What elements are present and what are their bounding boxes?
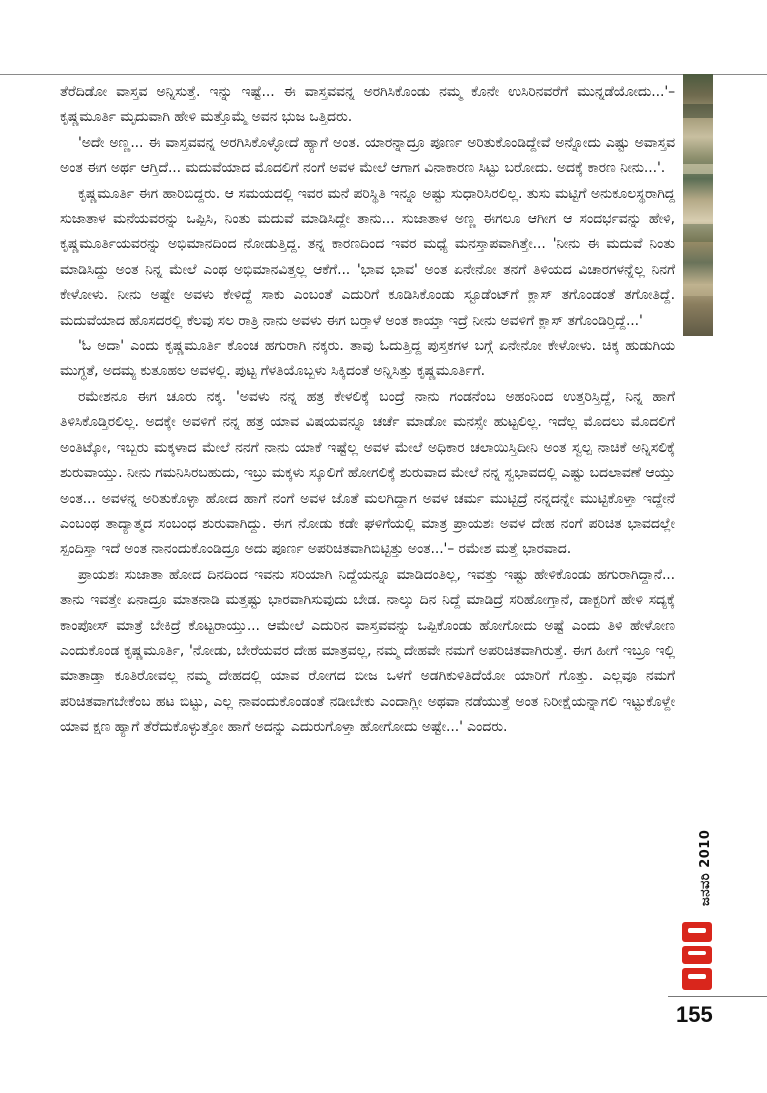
- article-body: [60, 80, 675, 741]
- painting-strip-image: [683, 74, 713, 336]
- article-paragraph: 'ಓ ಅದಾ' ಎಂದು ಕೃಷ್ಣಮೂರ್ತಿ ಕೊಂಚ ಹಗುರಾಗಿ ನಕ್ಕರು. ತಾವು ಓದುತ್ತಿದ್ದ ಪುಸ್ತಕಗಳ ಬಗ್ಗೆ ಏನೇನೋ ಕೇಳೋಳು. ಚಿಕ್ಕ ಹುಡುಗಿಯ ಮುಗ್ಧತೆ, ಅದಮ್ಯ ಕುತೂಹಲ ಅವಳಲ್ಲಿ. ಪುಟ್ಟ ಗೆಳತಿಯೊಬ್ಬಳು ಸಿಕ್ಕಿದಂತೆ ಅನ್ನಿಸಿತ್ತು ಕೃಷ್ಣಮೂರ್ತಿಗೆ.: [60, 338, 675, 380]
- article-paragraph: ಕೃಷ್ಣಮೂರ್ತಿ ಈಗ ಹಾರಿಬಿದ್ದರು. ಆ ಸಮಯದಲ್ಲಿ ಇವರ ಮನೆ ಪರಿಸ್ಥಿತಿ ಇನ್ನೂ ಅಷ್ಟು ಸುಧಾರಿಸಿರಲಿಲ್ಲ. ತುಸು ಮಟ್ಟಿಗೆ ಅನುಕೂಲಸ್ಥರಾಗಿದ್ದ ಸುಜಾತಾಳ ಮನೆಯವರನ್ನು ಒಪ್ಪಿಸಿ, ನಿಂತು ಮದುವೆ ಮಾಡಿಸಿದ್ದೇ ತಾನು... ಸುಜಾತಾಳ ಅಣ್ಣ ಈಗಲೂ ಆಗೀಗ ಆ ಸಂದರ್ಭವನ್ನು ಹೇಳಿ, ಕೃಷ್ಣಮೂರ್ತಿಯವರನ್ನು ಅಭಿಮಾನದಿಂದ ನೋಡುತ್ತಿದ್ದ. ತನ್ನ ಕಾರಣದಿಂದ ಇವರ ಮಧ್ಯೆ ಮನಸ್ತಾಪವಾಗಿತ್ತೇ... 'ನೀನು ಈ ಮದುವೆ ನಿಂತು ಮಾಡಿಸಿದ್ದು ಅಂತ ನಿನ್ನ ಮೇಲೆ ಎಂಥ ಅಭಿಮಾನವಿತ್ತಲ್ಲ ಆಕೆಗೆ... 'ಭಾವ ಭಾವ' ಅಂತ ಏನೇನೋ ತನಗೆ ತಿಳಿಯದ ವಿಚಾರಗಳನ್ನೆಲ್ಲ ನಿನಗೆ ಕೇಳೋಳು. ನೀನು ಅಷ್ಟೇ ಅವಳು ಕೇಳಿದ್ದೆ ಸಾಕು ಎಂಬಂತೆ ಎದುರಿಗೆ ಕೂಡಿಸಿಕೊಂಡು ಸ್ಟೂಡೆಂಟ್‌ಗೆ ಕ್ಲಾಸ್ ತಗೊಂಡಂತೆ ತಗೋತಿದ್ದೆ. ಮದುವೆಯಾದ ಹೊಸದರಲ್ಲಿ ಕೆಲವು ಸಲ ರಾತ್ರಿ ನಾನು ಅವಳು ಈಗ ಬರ್‍ತಾಳೆ ಅಂತ ಕಾಯ್ತಾ ಇದ್ರೆ ನೀನು ಅವಳಿಗೆ ಕ್ಲಾಸ್ ತಗೊಂಡಿರ್‍ತಿದ್ದೆ...': [60, 185, 675, 329]
- bottom-rule: [668, 996, 767, 997]
- article-paragraph: ಪ್ರಾಯಶಃ ಸುಜಾತಾ ಹೋದ ದಿನದಿಂದ ಇವನು ಸರಿಯಾಗಿ ನಿದ್ದೆಯನ್ನೂ ಮಾಡಿದಂತಿಲ್ಲ, ಇವತ್ತು ಇಷ್ಟು ಹೇಳಿಕೊಂಡು ಹಗುರಾಗಿದ್ದಾನೆ... ತಾನು ಇವತ್ತೇ ಏನಾದ್ರೂ ಮಾತನಾಡಿ ಮತ್ತಷ್ಟು ಭಾರವಾಗಿಸುವುದು ಬೇಡ. ನಾಲ್ಕು ದಿನ ನಿದ್ದೆ ಮಾಡಿದ್ರೆ ಸರಿಹೋಗ್ತಾನೆ, ಡಾಕ್ಟರಿಗೆ ಹೇಳಿ ಸದ್ಯಕ್ಕೆ ಕಾಂಪೋಸ್ ಮಾತ್ರೆ ಬೇಕಿದ್ರೆ ಕೊಟ್ಟರಾಯ್ತು... ಆಮೇಲೆ ಎದುರಿನ ವಾಸ್ತವವನ್ನು ಒಪ್ಪಿಕೊಂಡು ಹೋಗೋದು ಅಷ್ಟೆ ಎಂದು ತಿಳಿ ಹೇಳೋಣ ಎಂದುಕೊಂಡ ಕೃಷ್ಣಮೂರ್ತಿ, 'ನೋಡು, ಬೇರೆಯವರ ದೇಹ ಮಾತ್ರವಲ್ಲ, ನಮ್ಮ ದೇಹವೇ ನಮಗೆ ಅಪರಿಚಿತವಾಗಿರುತ್ತೆ. ಈಗ ಹೀಗೆ ಇಬ್ರೂ ಇಲ್ಲಿ ಮಾತಾಡ್ತಾ ಕೂತಿರೋವಲ್ಲ ನಮ್ಮ ದೇಹದಲ್ಲಿ ಯಾವ ರೋಗದ ಬೀಜ ಒಳಗೆ ಅಡಗಿಕುಳಿತಿದೆಯೋ ಯಾರಿಗೆ ಗೊತ್ತು. ಎಲ್ಲವೂ ನಮಗೆ ಪರಿಚಿತವಾಗಬೇಕೆಂಬ ಹಟ ಬಿಟ್ಟು, ಎಲ್ಲ ನಾವಂದುಕೊಂಡಂತೆ ನಡೀಬೇಕು ಎಂದಾಗ್ಲೀ ಅಥವಾ ನಡೆಯುತ್ತೆ ಅಂತ ನಿರೀಕ್ಷೆಯನ್ನಾಗಲಿ ಇಟ್ಟುಕೊಳ್ದೇ ಯಾವ ಕ್ಷಣ ಹ್ಯಾಗೆ ತೆರೆದುಕೊಳ್ಳುತ್ತೋ ಹಾಗೆ ಅದನ್ನು ಎದುರುಗೊಳ್ತಾ ಹೋಗೋದು ಅಷ್ಟೇ...' ಎಂದರು.: [60, 566, 675, 736]
- article-paragraph: ರಮೇಶನೂ ಈಗ ಚೂರು ನಕ್ಕ. 'ಅವಳು ನನ್ನ ಹತ್ರ ಕೇಳಲಿಕ್ಕೆ ಬಂದ್ರೆ ನಾನು ಗಂಡನೆಂಬ ಅಹಂನಿಂದ ಉತ್ತರಿಸ್ತಿದ್ದೆ, ನಿನ್ನ ಹಾಗೆ ತಿಳಿಸಿಕೊಡ್ತಿರಲಿಲ್ಲ. ಅದಕ್ಕೇ ಅವಳಿಗೆ ನನ್ನ ಹತ್ರ ಯಾವ ವಿಷಯವನ್ನೂ ಚರ್ಚೆ ಮಾಡೋ ಮನಸ್ಸೇ ಹುಟ್ಟಲಿಲ್ಲ. ಇದೆಲ್ಲ ಮೊದಲು ಮೊದಲಿಗೆ ಅಂತಿಟ್ಕೋ, ಇಬ್ಬರು ಮಕ್ಕಳಾದ ಮೇಲೆ ನನಗೆ ನಾನು ಯಾಕೆ ಇಷ್ಟೆಲ್ಲ ಅವಳ ಮೇಲೆ ಅಧಿಕಾರ ಚಲಾಯಿಸ್ತಿದೀನಿ ಅಂತ ಸ್ವಲ್ಪ ನಾಚಿಕೆ ಅನ್ನಿಸಲಿಕ್ಕೆ ಶುರುವಾಯ್ತು. ನೀನು ಗಮನಿಸಿರಬಹುದು, ಇಬ್ರು ಮಕ್ಕಳು ಸ್ಕೂಲಿಗೆ ಹೋಗಲಿಕ್ಕೆ ಶುರುವಾದ ಮೇಲೆ ನನ್ನ ಸ್ವಭಾವದಲ್ಲಿ ಎಷ್ಟು ಬದಲಾವಣೆ ಆಯ್ತು ಅಂತ... ಅವಳನ್ನ ಅರಿತುಕೊಳ್ಳಾ ಹೋದ ಹಾಗೆ ನಂಗೆ ಅವಳ ಜೊತೆ ಮಲಗಿದ್ದಾಗ ಅವಳ ಚರ್ಮ ಮುಟ್ಟಿದ್ರೆ ನನ್ನದನ್ನೇ ಮುಟ್ಟಿಕೊಳ್ತಾ ಇದ್ದೇನೆ ಎಂಬಂಥ ತಾದ್ಯಾತ್ಮದ ಸಂಬಂಧ ಶುರುವಾಗಿದ್ದು. ಈಗ ನೋಡು ಕಡೇ ಘಳಿಗೆಯಲ್ಲಿ ಮಾತ್ರ ಪ್ರಾಯಶಃ ಅವಳ ದೇಹ ನಂಗೆ ಪರಿಚಿತ ಭಾವದಲ್ಲೇ ಸ್ಪಂದಿಸ್ತಾ ಇದೆ ಅಂತ ನಾನಂದುಕೊಂಡಿದ್ರೂ ಅದು ಪೂರ್ಣ ಅಪರಿಚಿತವಾಗಿಬಿಟ್ಟಿತ್ತು ಅಂತ...'– ರಮೇಶ ಮತ್ತೆ ಭಾರವಾದ.: [60, 388, 675, 558]
- article-paragraph: 'ಅದೇ ಅಣ್ಣ... ಈ ವಾಸ್ತವವನ್ನ ಅರಗಿಸಿಕೊಳ್ಳೋದೆ ಹ್ಯಾಗೆ ಅಂತ. ಯಾರನ್ನಾದ್ರೂ ಪೂರ್ಣ ಅರಿತುಕೊಂಡಿದ್ದೇವೆ ಅನ್ನೋದು ಎಷ್ಟು ಅವಾಸ್ತವ ಅಂತ ಈಗ ಅರ್ಥ ಆಗ್ತಿದೆ... ಮದುವೆಯಾದ ಮೊದಲಿಗೆ ನಂಗೆ ಅವಳ ಮೇಲೆ ಆಗಾಗ ವಿನಾಕಾರಣ ಸಿಟ್ಟು ಬರೋದು. ಅದಕ್ಕೆ ಕಾರಣ ನೀನು...'.: [60, 134, 675, 177]
- magazine-logo: [676, 920, 720, 992]
- top-rule: [0, 74, 767, 75]
- article-paragraph: ತೆರೆದಿಡೋ ವಾಸ್ತವ ಅನ್ನಿಸುತ್ತೆ. ಇನ್ನು ಇಷ್ಟೆ... ಈ ವಾಸ್ತವವನ್ನ ಅರಗಿಸಿಕೊಂಡು ನಮ್ಮ ಕೊನೇ ಉಸಿರಿನವರೆಗೆ ಮುನ್ನಡೆಯೋದು...'– ಕೃಷ್ಣಮೂರ್ತಿ ಮೃದುವಾಗಿ ಹೇಳಿ ಮತ್ತೊಮ್ಮೆ ಅವನ ಭುಜ ಒತ್ತಿದರು.: [60, 84, 675, 126]
- page-number: 155: [676, 1002, 713, 1027]
- issue-date: ಜನವರಿ 2010: [698, 829, 713, 906]
